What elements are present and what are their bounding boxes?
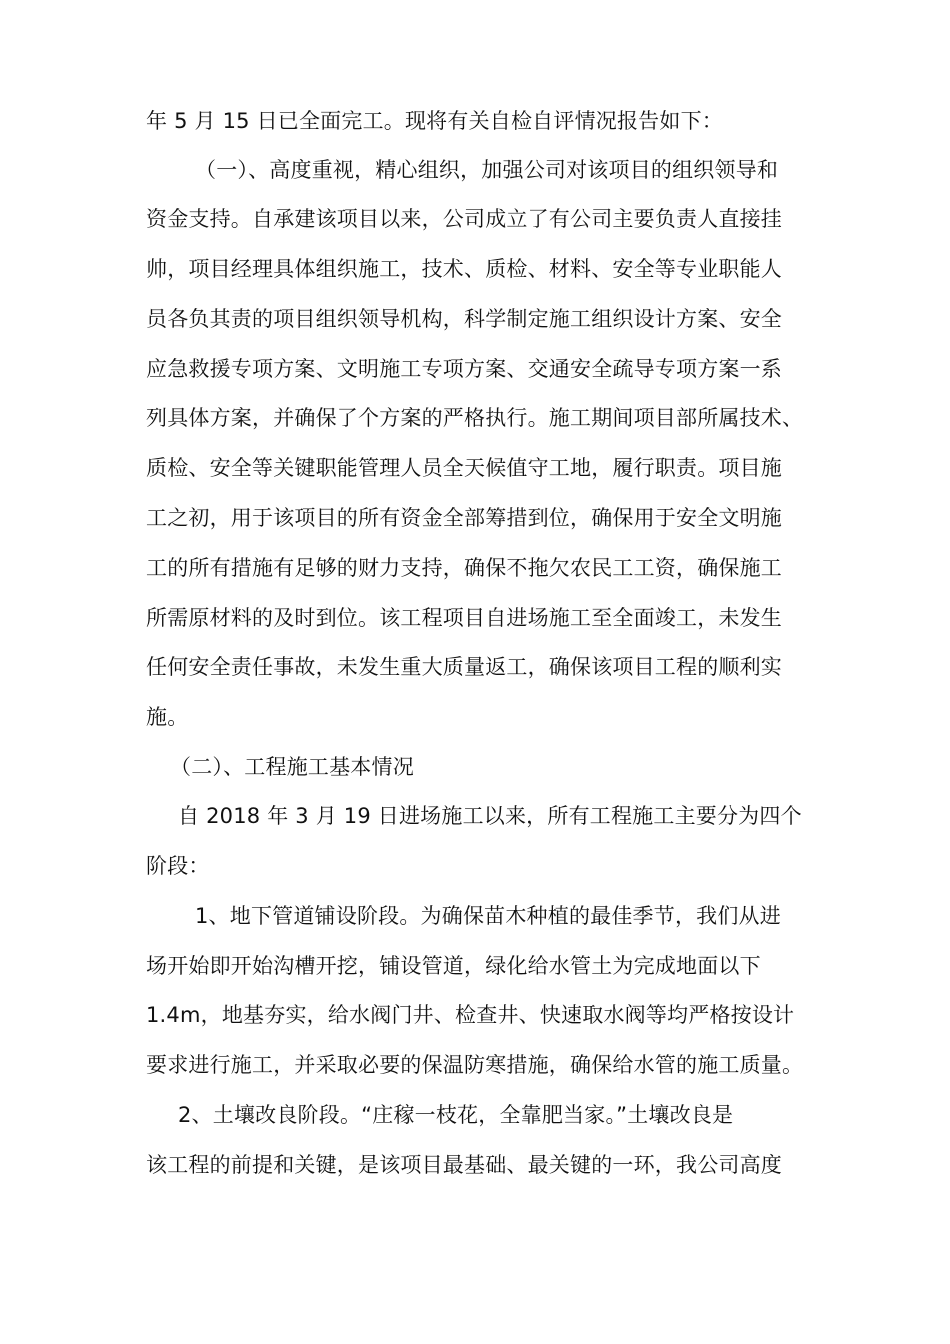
section-heading-1: （一）、高度重视，精心组织，加强公司对该项目的组织领导和: [195, 158, 779, 182]
text-line: 列具体方案，并确保了个方案的严格执行。施工期间项目部所属技术、: [146, 406, 804, 430]
text-line: 年 5 月 15 日已全面完工。现将有关自检自评情况报告如下：: [146, 109, 723, 133]
text-line: 工之初，用于该项目的所有资金全部筹措到位，确保用于安全文明施: [146, 506, 782, 530]
text-line: 自 2018 年 3 月 19 日进场施工以来，所有工程施工主要分为四个: [178, 804, 802, 828]
text-line: 工的所有措施有足够的财力支持，确保不拖欠农民工工资，确保施工: [146, 556, 782, 580]
text-line: 该工程的前提和关键，是该项目最基础、最关键的一环，我公司高度: [146, 1153, 782, 1177]
text-line: 应急救援专项方案、文明施工专项方案、交通安全疏导专项方案一系: [146, 357, 782, 381]
text-line: 帅，项目经理具体组织施工，技术、质检、材料、安全等专业职能人: [146, 257, 782, 281]
text-line: 阶段：: [146, 854, 210, 878]
text-line: 所需原材料的及时到位。该工程项目自进场施工至全面竣工，未发生: [146, 606, 782, 630]
list-item-1: 1、地下管道铺设阶段。为确保苗木种植的最佳季节，我们从进: [195, 904, 781, 928]
text-line: 资金支持。自承建该项目以来，公司成立了有公司主要负责人直接挂: [146, 207, 782, 231]
list-item-2: 2、土壤改良阶段。“庄稼一枝花，全靠肥当家。”土壤改良是: [178, 1103, 734, 1127]
text-line: 施。: [146, 705, 189, 729]
text-line: 质检、安全等关键职能管理人员全天候值守工地，履行职责。项目施: [146, 456, 782, 480]
text-line: 场开始即开始沟槽开挖，铺设管道，绿化给水管土为完成地面以下: [146, 954, 761, 978]
text-line: 要求进行施工，并采取必要的保温防寒措施，确保给水管的施工质量。: [146, 1053, 804, 1077]
text-line: 任何安全责任事故，未发生重大质量返工，确保该项目工程的顺利实: [146, 655, 782, 679]
section-heading-2: （二）、工程施工基本情况: [170, 755, 414, 779]
text-line: 员各负其责的项目组织领导机构，科学制定施工组织设计方案、安全: [146, 307, 782, 331]
text-line: 1.4m，地基夯实，给水阀门井、检查井、快速取水阀等均严格按设计: [146, 1003, 795, 1027]
